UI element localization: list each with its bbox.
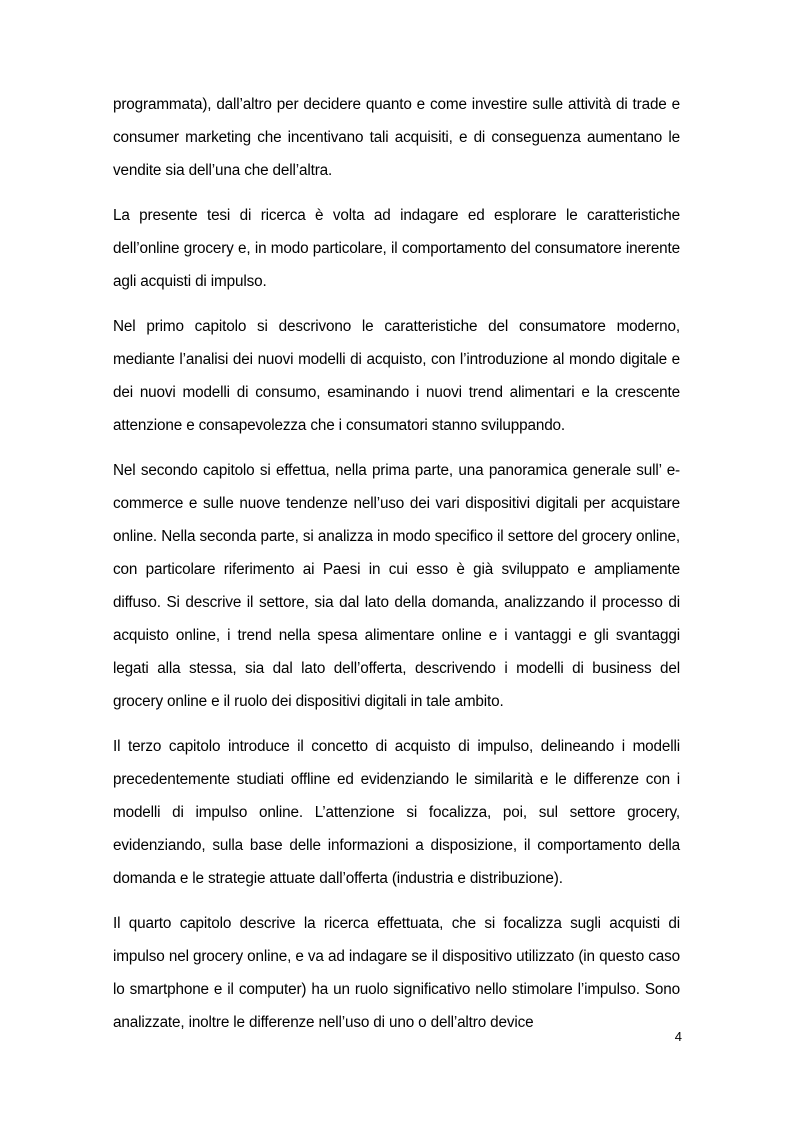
paragraph-chapter-three: Il terzo capitolo introduce il concetto di acquisto di impulso, delineando i modelli precedentemente studiati offline ed evidenziando le similarità e le differenze con i modelli di impulso online. L’attenzione si focalizza, poi, sul settore grocery, evidenziando, sulla base delle informazioni a disposizione, il comportamento della domanda e le strategie attuate dall’offerta (industria e distribuzione). (113, 738, 680, 887)
page-number: 4 (674, 1029, 682, 1044)
paragraph-chapter-four: Il quarto capitolo descrive la ricerca effettuata, che si focalizza sugli acquisti di impulso nel grocery online, e va ad indagare se il dispositivo utilizzato (in questo caso lo smartphone e il computer) ha un ruolo significativo nello stimolare l’impulso. Sono analizzate, inoltre le differenze nell’uso di uno o dell’altro device (113, 915, 680, 1031)
paragraph-chapter-two: Nel secondo capitolo si effettua, nella prima parte, una panoramica generale sull’ e-commerce e sulle nuove tendenze nell’uso dei vari dispositivi digitali per acquistare online. Nella seconda parte, si analizza in modo specifico il settore del grocery online, con particolare riferimento ai Paesi in cui esso è già sviluppato e ampliamente diffuso. Si descrive il settore, sia dal lato della domanda, analizzando il processo di acquisto online, i trend nella spesa alimentare online e i vantaggi e gli svantaggi legati alla stessa, sia dal lato dell’offerta, descrivendo i modelli di business del grocery online e il ruolo dei dispositivi digitali in tale ambito. (113, 462, 680, 710)
paragraph-thesis-aim: La presente tesi di ricerca è volta ad indagare ed esplorare le caratteristiche dell’online grocery e, in modo particolare, il comportamento del consumatore inerente agli acquisti di impulso. (113, 207, 680, 290)
paragraph-chapter-one: Nel primo capitolo si descrivono le caratteristiche del consumatore moderno, mediante l’analisi dei nuovi modelli di acquisto, con l’introduzione al mondo digitale e dei nuovi modelli di consumo, esaminando i nuovi trend alimentari e la crescente attenzione e consapevolezza che i consumatori stanno sviluppando. (113, 318, 680, 434)
paragraph-continuation: programmata), dall’altro per decidere quanto e come investire sulle attività di trade e consumer marketing che incentivano tali acquisiti, e di conseguenza aumentano le vendite sia dell’una che dell’altra. (113, 96, 680, 179)
document-body (113, 88, 680, 1051)
